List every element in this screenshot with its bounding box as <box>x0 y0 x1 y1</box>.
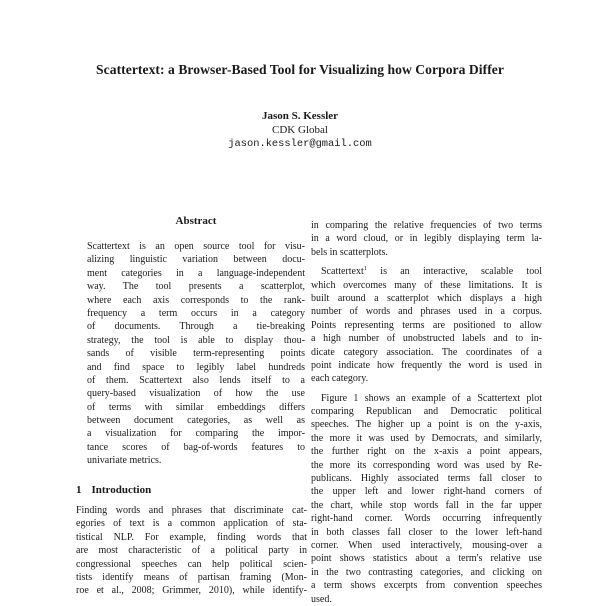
author-affiliation: CDK Global <box>272 124 328 136</box>
text-line: strategy, the tool is able to display thou- <box>87 334 305 346</box>
text-line: of terms with similar embeddings differs <box>87 401 305 413</box>
text-line: which overcomes many of these limitations. It is <box>311 279 542 291</box>
text-line: Figure 1 shows an example of a Scattertext plot <box>321 392 542 404</box>
abstract-heading: Abstract <box>175 215 217 227</box>
text-line <box>311 265 542 278</box>
footnote-marker: 1 <box>363 265 368 273</box>
text-line: and find space to legibly label hundreds <box>87 361 305 373</box>
text-line: ment categories in a language-independent <box>87 267 305 279</box>
tool-name: Scattertext <box>321 266 364 278</box>
paper-title: Scattertext: a Browser-Based Tool for Visualizing how Corpora Differ <box>96 62 504 77</box>
text-line: alizing linguistic variation between docu- <box>87 254 305 266</box>
section-title: Introduction <box>91 484 152 496</box>
abstract-body <box>87 240 305 468</box>
text-line: roe et al., 2008; Grimmer, 2010), while identify- <box>76 585 307 597</box>
text-line: Scattertext is an open source tool for visu- <box>87 241 305 252</box>
text-line: frequency a term occurs in a category <box>87 307 305 319</box>
text-line: comparing Republican and Democratic political <box>311 406 542 418</box>
text-line: dicate category association. The coordinates of a <box>311 346 542 358</box>
text-line: sands of visible term-representing points <box>87 348 305 360</box>
author-block <box>0 109 600 151</box>
text-line: point indicate how frequently the word is used in <box>311 359 542 371</box>
text-line: are most characteristic of a political party in <box>76 545 307 557</box>
text-line: right-hand corner. Words occurring infrequently <box>311 513 542 525</box>
text-line: the more it was used by Democrats, and similarly, <box>311 432 542 444</box>
text-line: Points representing terms are positioned to allow <box>311 319 542 331</box>
text-line: corner. When used interactively, mousing-over a <box>311 539 542 551</box>
text-line: point shows statistics about a term's relative use <box>311 553 542 565</box>
text-line: Finding words and phrases that discriminate cat- <box>76 505 307 516</box>
text-line: the more its corresponding word was used by Re- <box>311 459 542 471</box>
text-line: the further right on the x-axis a point appears, <box>311 446 542 458</box>
text-line: congressional speeches can help political scien- <box>76 558 307 570</box>
text-line: built around a scatterplot which displays a high <box>311 292 542 304</box>
right-column-body <box>311 219 542 606</box>
author-email: jason.kessler@gmail.com <box>228 138 372 150</box>
text-line: the upper left and lower right-hand corners of <box>311 486 542 498</box>
text-line: tists identify means of partisan framing (Mon- <box>76 571 307 583</box>
text-line: used. <box>311 593 332 605</box>
text-line: the chart, while stop words fall in the far upper <box>311 499 542 511</box>
text-line: way. The tool presents a scatterplot, <box>87 281 305 293</box>
text-line: tance scores of bag-of-words features to <box>87 441 305 453</box>
text-line: bels in scatterplots. <box>311 246 388 258</box>
text-line: tistical NLP. For example, finding words that <box>76 531 307 543</box>
text-line: speeches. The higher up a point is on the y-axis, <box>311 419 542 431</box>
text-line: a term shows excerpts from convention speeches <box>311 580 542 592</box>
text-line: in the two contrasting categories, and clicking on <box>311 566 542 578</box>
text-line: each category. <box>311 373 369 385</box>
text-line: of documents. Through a tie-breaking <box>87 321 305 333</box>
text-line: a high number of unobstructed labels and to in- <box>311 333 542 345</box>
text-line: of them. Scattertext also lends itself to a <box>87 374 305 386</box>
text-line: univariate metrics. <box>87 455 162 467</box>
text-line: in both classes fall closer to the lower left-hand <box>311 526 542 538</box>
text-line: number of words and phrases used in a corpus. <box>311 306 542 318</box>
text-line: publicans. Highly associated terms fall closer to <box>311 473 542 485</box>
author-name: Jason S. Kessler <box>261 110 339 122</box>
text-line: between document categories, as well as <box>87 415 305 427</box>
section-number: 1 <box>76 484 82 496</box>
section-heading-introduction <box>76 484 151 496</box>
text-line: query-based visualization of how the use <box>87 388 305 400</box>
introduction-body <box>76 504 307 598</box>
text-fragment: is an interactive, scalable tool <box>367 266 542 278</box>
text-line: where each axis corresponds to the rank- <box>87 294 305 306</box>
text-line: in comparing the relative frequencies of two terms <box>311 220 542 231</box>
text-line: egories of text is a common application of sta- <box>76 518 307 530</box>
text-line: a visualization for comparing the impor- <box>87 428 305 440</box>
text-line: in a word cloud, or in legibly displaying term la- <box>311 233 542 245</box>
